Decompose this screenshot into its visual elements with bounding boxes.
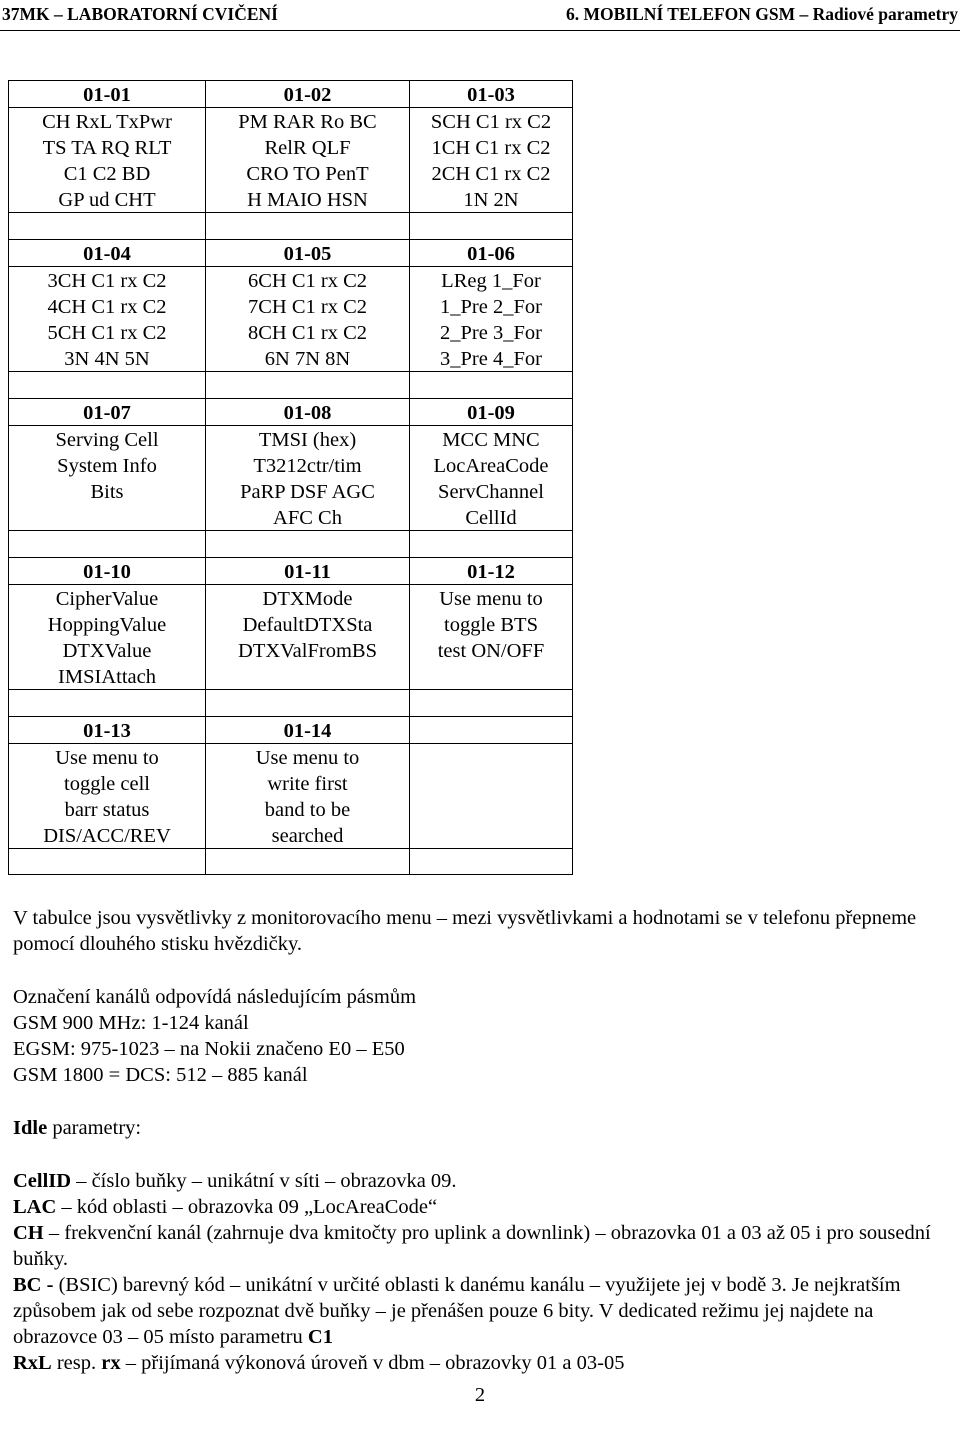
param-lac-name: LAC — [13, 1196, 57, 1218]
spacer-cell — [206, 212, 410, 239]
description-line: PaRP DSF AGC — [240, 481, 375, 503]
table-desc-row — [8, 107, 572, 212]
description-line: Use menu to — [255, 747, 360, 769]
screen-description-cell — [206, 425, 410, 530]
screen-description-cell — [410, 107, 573, 212]
page-header — [0, 0, 960, 31]
description-line: 1CH C1 rx C2 — [431, 137, 551, 159]
description-line: SCH C1 rx C2 — [430, 111, 552, 133]
screen-code-cell: 01-08 — [206, 398, 410, 425]
description-line: 6CH C1 rx C2 — [247, 270, 368, 292]
description-line: TMSI (hex) — [258, 429, 357, 451]
spacer-cell — [410, 848, 573, 875]
description-line: 6N 7N 8N — [264, 348, 351, 370]
param-bc-desc: (BSIC) barevný kód – unikátní v určité oblasti k danému kanálu – využijete jej v bodě 3. Je nejkratším způsobem jak od sebe rozpoznat dvě buňky – je přenášen pouze 6 bity. V dedicated režimu jej najdete na obrazovce 03 – 05 místo parametru — [13, 1274, 901, 1348]
description-line: T3212ctr/tim — [253, 455, 362, 477]
description-line — [410, 797, 572, 823]
spacer-cell — [410, 530, 573, 557]
table-desc-row — [8, 743, 572, 848]
param-bc-name: BC - — [13, 1274, 59, 1296]
screen-code-cell: 01-12 — [410, 557, 573, 584]
param-rx-name: rx — [101, 1352, 121, 1374]
header-chapter-title: 6. MOBILNÍ TELEFON GSM – Radiové parametry — [566, 4, 958, 24]
screen-code-cell: 01-11 — [206, 557, 410, 584]
description-line: DTXValFromBS — [238, 640, 377, 662]
description-line: barr status — [64, 799, 150, 821]
description-line: searched — [271, 825, 344, 847]
screen-description-cell — [9, 584, 206, 689]
description-line — [410, 771, 572, 797]
table-block — [8, 557, 572, 716]
monitor-menu-table — [8, 80, 572, 875]
screen-code-cell: 01-02 — [206, 80, 410, 107]
band-egsm: EGSM: 975-1023 – na Nokii značeno E0 – E50 — [13, 1038, 405, 1060]
table-desc-row — [8, 584, 572, 689]
screen-description-cell — [206, 266, 410, 371]
screen-code-cell: 01-04 — [9, 239, 206, 266]
description-line: 2_Pre 3_For — [440, 322, 542, 344]
param-cellid — [13, 1168, 958, 1194]
description-line: CellId — [465, 507, 517, 529]
description-line: write first — [267, 773, 348, 795]
table-code-row — [8, 80, 572, 107]
description-line: RelR QLF — [264, 137, 351, 159]
param-rxl-resp: resp. — [51, 1352, 102, 1374]
description-line — [206, 664, 409, 690]
screen-code-cell: 01-07 — [9, 398, 206, 425]
description-line: CipherValue — [55, 588, 159, 610]
description-line — [410, 664, 572, 690]
description-line: 2CH C1 rx C2 — [431, 163, 551, 185]
description-line: GP ud CHT — [58, 189, 156, 211]
param-cellid-desc: – číslo buňky – unikátní v síti – obrazovka 09. — [71, 1170, 457, 1192]
description-line: DTXMode — [262, 588, 353, 610]
screen-code-cell: 01-09 — [410, 398, 573, 425]
table-code-row — [8, 557, 572, 584]
table-code-row — [8, 239, 572, 266]
param-lac-desc: – kód oblasti – obrazovka 09 „LocAreaCode“ — [56, 1196, 438, 1218]
screen-description-cell — [9, 743, 206, 848]
description-line: MCC MNC — [442, 429, 540, 451]
description-line: IMSIAttach — [58, 666, 156, 688]
screen-code-cell: 01-10 — [9, 557, 206, 584]
idle-rest: parametry: — [47, 1117, 142, 1139]
screen-code-cell: 01-01 — [9, 80, 206, 107]
spacer-cell — [9, 848, 206, 875]
description-line: AFC Ch — [273, 507, 342, 529]
table-spacer-row — [8, 848, 572, 875]
description-line: 3CH C1 rx C2 — [47, 270, 167, 292]
description-line: 5CH C1 rx C2 — [47, 322, 167, 344]
paragraph-intro: V tabulce jsou vysvětlivky z monitorovacího menu – mezi vysvětlivkami a hodnotami se v telefonu přepneme pomocí dlouhého stisku hvězdičky. — [13, 907, 917, 955]
spacer-cell — [206, 371, 410, 398]
description-line: TS TA RQ RLT — [42, 137, 172, 159]
description-line: band to be — [264, 799, 351, 821]
description-line — [9, 505, 205, 531]
bands-title: Označení kanálů odpovídá následujícím pásmům — [13, 986, 417, 1008]
idle-heading — [13, 1115, 958, 1141]
screen-code-cell: 01-06 — [410, 239, 573, 266]
description-line: Bits — [90, 481, 124, 503]
param-ch-desc: – frekvenční kanál (zahrnuje dva kmitočty pro uplink a downlink) – obrazovka 01 a 03 až 05 i pro sousední buňky. — [13, 1222, 931, 1270]
table-block — [8, 80, 572, 239]
description-line: 8CH C1 rx C2 — [247, 322, 368, 344]
screen-description-cell — [206, 584, 410, 689]
description-line: DefaultDTXSta — [242, 614, 373, 636]
description-line: PM RAR Ro BC — [238, 111, 377, 133]
bands-section — [13, 984, 958, 1088]
description-line: LocAreaCode — [433, 455, 549, 477]
table-spacer-row — [8, 371, 572, 398]
spacer-cell — [9, 530, 206, 557]
page-number: 2 — [474, 1384, 486, 1406]
description-line: 3N 4N 5N — [64, 348, 150, 370]
description-line: 7CH C1 rx C2 — [247, 296, 368, 318]
spacer-cell — [9, 689, 206, 716]
screen-description-cell — [410, 266, 573, 371]
description-line: ServChannel — [438, 481, 544, 503]
header-course-title: 37MK – LABORATORNÍ CVIČENÍ — [2, 4, 278, 24]
table-code-row — [8, 398, 572, 425]
screen-code-cell: 01-14 — [206, 716, 410, 743]
param-rxl-name: RxL — [13, 1352, 52, 1374]
screen-description-cell — [206, 107, 410, 212]
screen-description-cell — [410, 743, 573, 848]
param-ch-name: CH — [13, 1222, 44, 1244]
screen-description-cell — [9, 425, 206, 530]
table-block — [8, 716, 572, 875]
spacer-cell — [9, 212, 206, 239]
description-line: DIS/ACC/REV — [43, 825, 171, 847]
description-line: toggle cell — [64, 773, 150, 795]
description-line: C1 C2 BD — [63, 163, 151, 185]
spacer-cell — [410, 371, 573, 398]
spacer-cell — [206, 530, 410, 557]
description-line: CH RxL TxPwr — [42, 111, 172, 133]
description-line: 3_Pre 4_For — [440, 348, 542, 370]
parameters-list — [13, 1168, 958, 1376]
param-rxl — [13, 1350, 958, 1376]
param-bc — [13, 1272, 958, 1350]
description-line: 1_Pre 2_For — [440, 296, 542, 318]
description-line: LReg 1_For — [441, 270, 541, 292]
description-line: DTXValue — [62, 640, 152, 662]
table-spacer-row — [8, 530, 572, 557]
description-line — [410, 823, 572, 849]
screen-description-cell — [410, 584, 573, 689]
table-spacer-row — [8, 212, 572, 239]
spacer-cell — [9, 371, 206, 398]
param-lac — [13, 1194, 958, 1220]
param-ch — [13, 1220, 958, 1272]
table-block — [8, 398, 572, 557]
description-line: CRO TO PenT — [246, 163, 369, 185]
spacer-cell — [206, 848, 410, 875]
idle-bold: Idle — [13, 1117, 48, 1139]
description-line: Use menu to — [439, 588, 543, 610]
table-desc-row — [8, 266, 572, 371]
spacer-cell — [410, 212, 573, 239]
description-line: test ON/OFF — [437, 640, 545, 662]
screen-description-cell — [9, 107, 206, 212]
description-line: 4CH C1 rx C2 — [47, 296, 167, 318]
param-bc-c1: C1 — [307, 1326, 333, 1348]
screen-code-cell: 01-13 — [9, 716, 206, 743]
table-block — [8, 239, 572, 398]
band-gsm1800: GSM 1800 = DCS: 512 – 885 kanál — [13, 1064, 308, 1086]
description-line: Use menu to — [55, 747, 159, 769]
body-text — [13, 905, 958, 957]
screen-code-cell: 01-03 — [410, 80, 573, 107]
param-cellid-name: CellID — [13, 1170, 72, 1192]
table-spacer-row — [8, 689, 572, 716]
band-gsm900: GSM 900 MHz: 1-124 kanál — [13, 1012, 249, 1034]
description-line: HoppingValue — [47, 614, 167, 636]
screen-code-cell: 01-05 — [206, 239, 410, 266]
description-line: H MAIO HSN — [247, 189, 368, 211]
description-line: Serving Cell — [55, 429, 159, 451]
spacer-cell — [410, 689, 573, 716]
table-code-row — [8, 716, 572, 743]
description-line: 1N 2N — [463, 189, 519, 211]
spacer-cell — [206, 689, 410, 716]
param-rxl-desc: – přijímaná výkonová úroveň v dbm – obrazovky 01 a 03-05 — [120, 1352, 625, 1374]
screen-description-cell — [206, 743, 410, 848]
description-line: System Info — [57, 455, 157, 477]
description-line — [410, 745, 572, 771]
screen-description-cell — [410, 425, 573, 530]
screen-description-cell — [9, 266, 206, 371]
screen-code-cell — [410, 716, 573, 743]
table-desc-row — [8, 425, 572, 530]
description-line: toggle BTS — [444, 614, 538, 636]
